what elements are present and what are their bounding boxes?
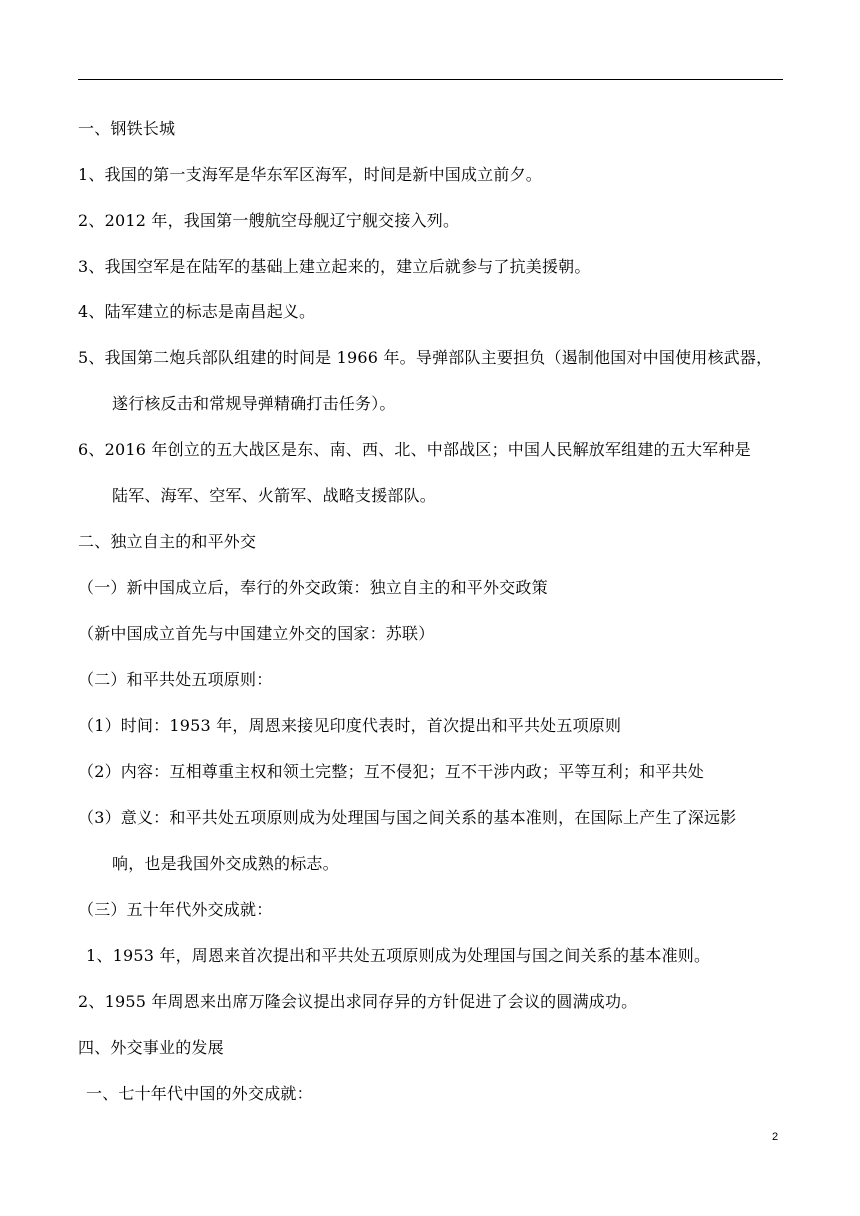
- subsection-heading: 一、七十年代中国的外交成就：: [86, 1084, 313, 1103]
- paragraph-line: 6、2016 年创立的五大战区是东、南、西、北、中部战区；中国人民解放军组建的五大军种是: [78, 440, 751, 459]
- subsection-heading: （一）新中国成立后，奉行的外交政策：独立自主的和平外交政策: [78, 578, 548, 597]
- page-number: 2: [772, 1131, 779, 1143]
- paragraph-line: （1）时间：1953 年，周恩来接见印度代表时，首次提出和平共处五项原则: [78, 716, 622, 735]
- paragraph-line: （新中国成立首先与中国建立外交的国家：苏联）: [78, 624, 435, 643]
- section-heading-1: 一、钢铁长城: [78, 119, 176, 138]
- paragraph-line: 陆军、海军、空军、火箭军、战略支援部队。: [112, 486, 437, 505]
- section-heading-2: 二、独立自主的和平外交: [78, 532, 257, 551]
- paragraph-line: 3、我国空军是在陆军的基础上建立起来的，建立后就参与了抗美援朝。: [78, 257, 591, 276]
- paragraph-line: 2、2012 年，我国第一艘航空母舰辽宁舰交接入列。: [78, 211, 460, 230]
- section-heading-4: 四、外交事业的发展: [78, 1038, 224, 1057]
- paragraph-line: （2）内容：互相尊重主权和领土完整；互不侵犯；互不干涉内政；平等互利；和平共处: [78, 762, 704, 781]
- paragraph-line: 5、我国第二炮兵部队组建的时间是 1966 年。导弹部队主要担负（遏制他国对中国使用核武器，: [78, 348, 773, 367]
- paragraph-line: 遂行核反击和常规导弹精确打击任务）。: [112, 394, 396, 413]
- paragraph-line: 1、我国的第一支海军是华东军区海军，时间是新中国成立前夕。: [78, 165, 542, 184]
- paragraph-line: 2、1955 年周恩来出席万隆会议提出求同存异的方针促进了会议的圆满成功。: [78, 992, 638, 1011]
- subsection-heading: （二）和平共处五项原则：: [78, 670, 273, 689]
- paragraph-line: 1、1953 年，周恩来首次提出和平共处五项原则成为处理国与国之间关系的基本准则。: [86, 946, 711, 965]
- subsection-heading: （三）五十年代外交成就：: [78, 900, 273, 919]
- header-rule: [78, 79, 783, 80]
- paragraph-line: 响，也是我国外交成熟的标志。: [112, 854, 339, 873]
- paragraph-line: （3）意义：和平共处五项原则成为处理国与国之间关系的基本准则，在国际上产生了深远影: [78, 808, 737, 827]
- paragraph-line: 4、陆军建立的标志是南昌起义。: [78, 302, 316, 321]
